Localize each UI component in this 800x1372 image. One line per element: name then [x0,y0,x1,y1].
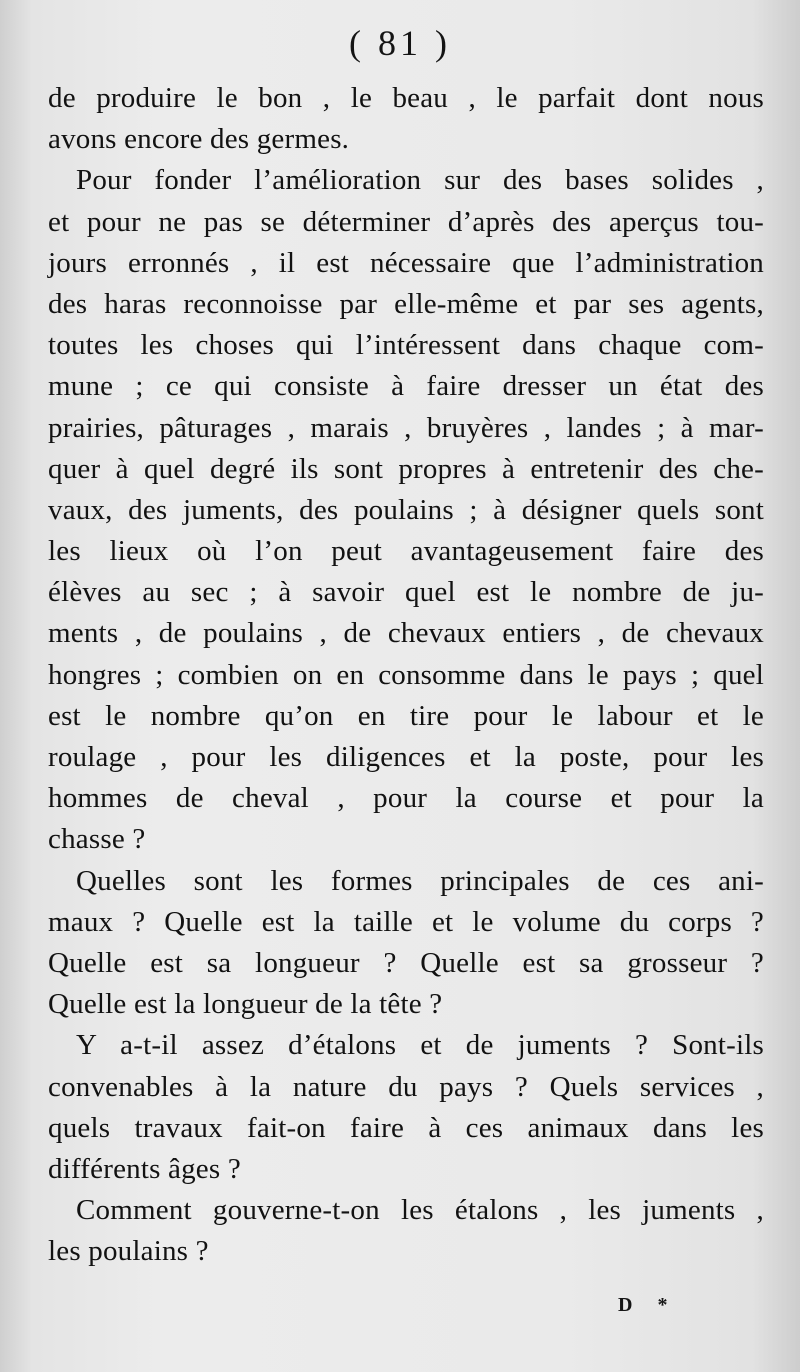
text-line: maux ? Quelle est la taille et le volume du corps ? [48,905,764,938]
text-line: jours erronnés , il est nécessaire que l’administration [48,246,764,279]
text-line: élèves au sec ; à savoir quel est le nombre de ju- [48,576,764,609]
page-number: ( 81 ) [349,23,451,63]
text-line: avons encore des germes. [48,123,350,156]
text-line: Pour fonder l’amélioration sur des bases solides , [76,164,764,197]
text-line: hommes de cheval , pour la course et pour la [48,782,764,815]
text-line: et pour ne pas se déterminer d’après des aperçus tou- [48,205,764,238]
paragraph [48,160,764,860]
text-line: quer à quel degré ils sont propres à entretenir des che- [48,452,764,485]
text-line: des haras reconnoisse par elle-même et par ses agents, [48,287,764,320]
text-line: toutes les choses qui l’intéressent dans chaque com- [48,329,764,362]
text-line: Y a-t-il assez d’étalons et de juments ? Sont-ils [76,1029,764,1062]
text-line: quels travaux fait-on faire à ces animaux dans les [48,1111,764,1144]
text-line: de produire le bon , le beau , le parfait dont nous [48,82,764,114]
text-line: prairies, pâturages , marais , bruyères , landes ; à mar- [48,411,764,444]
text-line: vaux, des juments, des poulains ; à désigner quels sont [48,493,764,526]
text-line: mune ; ce qui consiste à faire dresser un état des [48,370,764,403]
text-line: convenables à la nature du pays ? Quels services , [48,1070,764,1103]
text-line: les lieux où l’on peut avantageusement faire des [48,535,764,568]
text-line: chasse ? [48,823,146,856]
text-line: est le nombre qu’on en tire pour le labour et le [48,699,764,732]
text-line: ments , de poulains , de chevaux entiers , de chevaux [48,617,764,650]
text-line: roulage , pour les diligences et la poste, pour les [48,741,764,773]
text-line: les poulains ? [48,1235,209,1268]
text-line: Quelle est sa longueur ? Quelle est sa grosseur ? [48,946,764,979]
signature-mark: D * [618,1294,678,1316]
paragraph [48,78,764,160]
paragraph [48,861,764,1026]
text-line: Quelle est la longueur de la tête ? [48,988,443,1021]
body-text [48,78,764,1272]
text-line: hongres ; combien on en consomme dans le pays ; quel [48,658,764,691]
text-line: Quelles sont les formes principales de ces ani- [76,864,764,897]
paragraph [48,1025,764,1190]
text-line: Comment gouverne-t-on les étalons , les juments , [76,1194,764,1227]
paragraph [48,1190,764,1272]
text-line: différents âges ? [48,1152,241,1185]
